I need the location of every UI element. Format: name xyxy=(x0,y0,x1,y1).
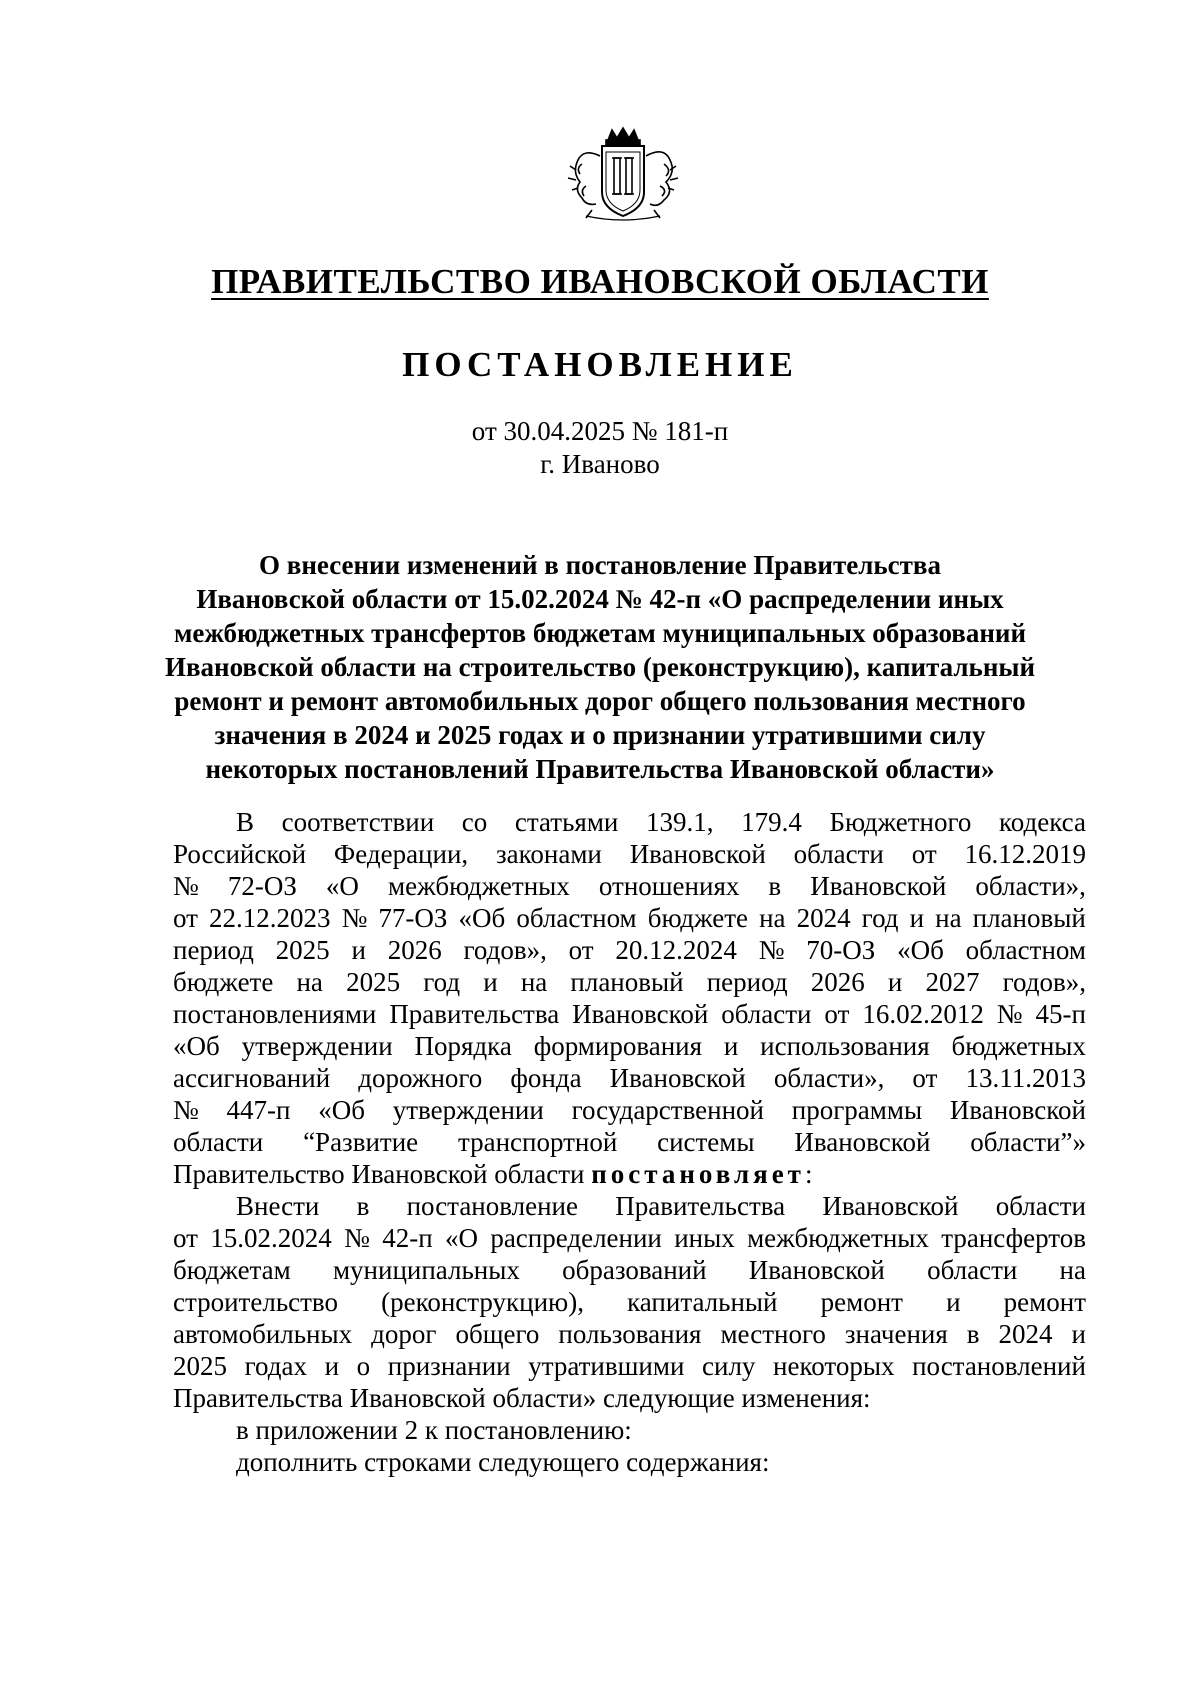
word: дорожного xyxy=(358,1063,483,1093)
word: области”» xyxy=(970,1127,1086,1157)
word: от xyxy=(173,903,198,933)
word: «Об xyxy=(173,1031,220,1061)
word: постановлениями xyxy=(173,999,377,1029)
word: бюджетных xyxy=(951,1031,1086,1061)
word: бюджете xyxy=(647,903,749,933)
word: автомобильных xyxy=(173,1319,353,1349)
word: и xyxy=(324,1351,340,1381)
word: и xyxy=(723,1031,739,1061)
word: Внести xyxy=(236,1191,320,1221)
word: и xyxy=(1071,1319,1086,1349)
word: Ивановской xyxy=(822,1191,959,1221)
word: годах xyxy=(244,1351,307,1381)
word: и xyxy=(909,903,925,933)
word: местного xyxy=(720,1319,826,1349)
word: № xyxy=(173,1095,199,1125)
word: силу xyxy=(702,1351,756,1381)
word: от xyxy=(568,935,594,965)
word: ремонт xyxy=(820,1287,903,1317)
title-line: О внесении изменений в постановление Правительства xyxy=(259,550,941,580)
body-line xyxy=(173,1222,1086,1254)
decree-colon: : xyxy=(804,1159,813,1189)
word: статьями xyxy=(514,807,619,837)
word: годов», xyxy=(463,935,547,965)
word: 22.12.2023 xyxy=(209,903,331,933)
body-line xyxy=(173,998,1086,1030)
word: от xyxy=(824,999,850,1029)
word: 2024 xyxy=(796,903,851,933)
word: Ивановской xyxy=(949,1095,1086,1125)
word: Ивановской xyxy=(794,1127,931,1157)
word: “Развитие xyxy=(303,1127,419,1157)
title-line: значения в 2024 и 2025 годах и о признании утратившими силу xyxy=(214,720,986,750)
word: на xyxy=(520,967,548,997)
document-date-number: от 30.04.2025 № 181-п xyxy=(471,416,729,446)
word: области xyxy=(173,1127,264,1157)
body-line xyxy=(173,966,1086,998)
word: 72-ОЗ xyxy=(227,871,297,901)
body-line xyxy=(236,806,1086,838)
word: и xyxy=(946,1287,961,1317)
word: Порядка xyxy=(414,1031,512,1061)
body-line xyxy=(173,1350,1086,1382)
word: соответствии xyxy=(281,807,435,837)
word: постановление xyxy=(406,1191,578,1221)
word: 2025 xyxy=(346,967,401,997)
body-line xyxy=(173,902,1086,934)
word: на xyxy=(935,903,962,933)
body-line xyxy=(236,1190,1086,1222)
word: 70-ОЗ xyxy=(806,935,876,965)
title-line: ремонт и ремонт автомобильных дорог общего пользования местного xyxy=(174,686,1026,716)
word: отношениях xyxy=(598,871,740,901)
word: В xyxy=(236,807,255,837)
word: Ивановской xyxy=(748,1255,885,1285)
word: Ивановской xyxy=(810,871,947,901)
document-type: ПОСТАНОВЛЕНИЕ xyxy=(402,345,798,384)
word: системы xyxy=(657,1127,755,1157)
word: ремонт xyxy=(1003,1287,1086,1317)
body-line: в приложении 2 к постановлению: xyxy=(236,1415,632,1445)
word: 2025 xyxy=(275,935,330,965)
document-title xyxy=(120,548,1080,786)
word: 15.02.2024 xyxy=(210,1223,332,1253)
word: использования xyxy=(760,1031,930,1061)
word: ассигнований xyxy=(173,1063,331,1093)
coat-of-arms-icon xyxy=(556,126,690,226)
word: законами xyxy=(495,839,602,869)
word: «О xyxy=(325,871,359,901)
word: транспортной xyxy=(457,1127,618,1157)
body-line-decree xyxy=(173,1158,812,1190)
word: бюджетам xyxy=(173,1255,291,1285)
word: год xyxy=(861,903,899,933)
word: некоторых xyxy=(773,1351,895,1381)
word: Правительства xyxy=(615,1191,786,1221)
word: «О xyxy=(444,1223,478,1253)
word: со xyxy=(461,807,488,837)
word: области xyxy=(927,1255,1018,1285)
word: 179.4 xyxy=(741,807,802,837)
word: на xyxy=(759,903,786,933)
word: образований xyxy=(562,1255,707,1285)
word: утратившими xyxy=(528,1351,685,1381)
word: от xyxy=(912,1063,938,1093)
document-city: г. Иваново xyxy=(540,449,660,479)
word: № xyxy=(344,1223,370,1253)
word: области», xyxy=(773,1063,885,1093)
word: период xyxy=(173,935,254,965)
word: и xyxy=(351,935,366,965)
word: постановлений xyxy=(912,1351,1086,1381)
word: в xyxy=(768,871,782,901)
body-line xyxy=(173,1030,1086,1062)
body-line xyxy=(173,1094,1086,1126)
word: год xyxy=(423,967,461,997)
word: Российской xyxy=(173,839,307,869)
word: от xyxy=(911,839,937,869)
body-line xyxy=(173,934,1086,966)
decree-word: постановляет xyxy=(591,1159,805,1189)
decree-prefix: Правительство Ивановской области xyxy=(173,1159,592,1189)
word: 45-п xyxy=(1035,999,1086,1029)
word: утверждении xyxy=(392,1095,544,1125)
body-line xyxy=(173,1126,1086,1158)
word: в xyxy=(356,1191,370,1221)
body-line xyxy=(173,870,1086,902)
word: дорог xyxy=(371,1319,437,1349)
word: Ивановской xyxy=(572,999,709,1029)
word: на xyxy=(296,967,323,997)
word: 2027 xyxy=(925,967,980,997)
body-line: Правительства Ивановской области» следующие изменения: xyxy=(173,1383,871,1413)
word: Федерации, xyxy=(333,839,469,869)
body-line: дополнить строками следующего содержания: xyxy=(236,1447,770,1477)
word: и xyxy=(483,967,498,997)
word: № xyxy=(758,935,785,965)
title-line: некоторых постановлений Правительства Ивановской области» xyxy=(205,754,995,784)
word: 447-п xyxy=(226,1095,291,1125)
word: «Об xyxy=(897,935,944,965)
word: трансфертов xyxy=(941,1223,1086,1253)
word: № xyxy=(996,999,1023,1029)
word: капитальный xyxy=(627,1287,778,1317)
word: № xyxy=(341,903,368,933)
word: области xyxy=(793,839,884,869)
word: значения xyxy=(844,1319,948,1349)
government-name: ПРАВИТЕЛЬСТВО ИВАНОВСКОЙ ОБЛАСТИ xyxy=(211,262,989,301)
word: фонда xyxy=(510,1063,582,1093)
word: 20.12.2024 xyxy=(615,935,737,965)
word: № xyxy=(173,871,199,901)
word: бюджете xyxy=(173,967,274,997)
word: 2026 xyxy=(387,935,442,965)
word: пользования xyxy=(558,1319,702,1349)
word: 2026 xyxy=(810,967,865,997)
body-line xyxy=(173,838,1086,870)
word: 16.02.2012 xyxy=(862,999,984,1029)
word: области xyxy=(995,1191,1086,1221)
word: межбюджетных xyxy=(387,871,570,901)
word: 16.12.2019 xyxy=(964,839,1086,869)
title-line: Ивановской области от 15.02.2024 № 42-п «О распределении иных xyxy=(196,584,1004,614)
word: период xyxy=(706,967,788,997)
word: Ивановской xyxy=(629,839,766,869)
word: годов», xyxy=(1002,967,1086,997)
word: областном xyxy=(516,903,637,933)
word: программы xyxy=(791,1095,923,1125)
word: 139.1, xyxy=(645,807,714,837)
word: 13.11.2013 xyxy=(965,1063,1086,1093)
word: Ивановской xyxy=(609,1063,746,1093)
word: муниципальных xyxy=(332,1255,520,1285)
word: кодекса xyxy=(999,807,1086,837)
word: 77-ОЗ xyxy=(378,903,448,933)
word: «Об xyxy=(458,903,506,933)
word: 2025 xyxy=(173,1351,227,1381)
word: плановый xyxy=(570,967,684,997)
word: государственной xyxy=(571,1095,765,1125)
word: Правительства xyxy=(389,999,560,1029)
word: строительство xyxy=(173,1287,338,1317)
word: 42-п xyxy=(382,1223,433,1253)
word: от xyxy=(173,1223,198,1253)
word: на xyxy=(1059,1255,1086,1285)
word: о xyxy=(356,1351,371,1381)
word: в xyxy=(966,1319,980,1349)
word: общего xyxy=(455,1319,540,1349)
word: утверждении xyxy=(241,1031,393,1061)
word: (реконструкцию), xyxy=(381,1287,584,1317)
word: распределении xyxy=(490,1223,662,1253)
title-line: Ивановской области на строительство (реконструкцию), капитальный xyxy=(164,652,1036,682)
word: Бюджетного xyxy=(829,807,972,837)
word: области xyxy=(721,999,812,1029)
word: областном xyxy=(965,935,1086,965)
word: плановый xyxy=(972,903,1086,933)
word: межбюджетных xyxy=(747,1223,929,1253)
body-line xyxy=(173,1286,1086,1318)
body-line xyxy=(173,1254,1086,1286)
word: «Об xyxy=(318,1095,365,1125)
title-line: межбюджетных трансфертов бюджетам муниципальных образований xyxy=(173,618,1027,648)
word: иных xyxy=(674,1223,735,1253)
word: 2024 xyxy=(998,1319,1053,1349)
word: признании xyxy=(387,1351,511,1381)
word: и xyxy=(887,967,903,997)
body-line xyxy=(173,1062,1086,1094)
body-line xyxy=(173,1318,1086,1350)
word: области», xyxy=(975,871,1086,901)
word: формирования xyxy=(533,1031,703,1061)
